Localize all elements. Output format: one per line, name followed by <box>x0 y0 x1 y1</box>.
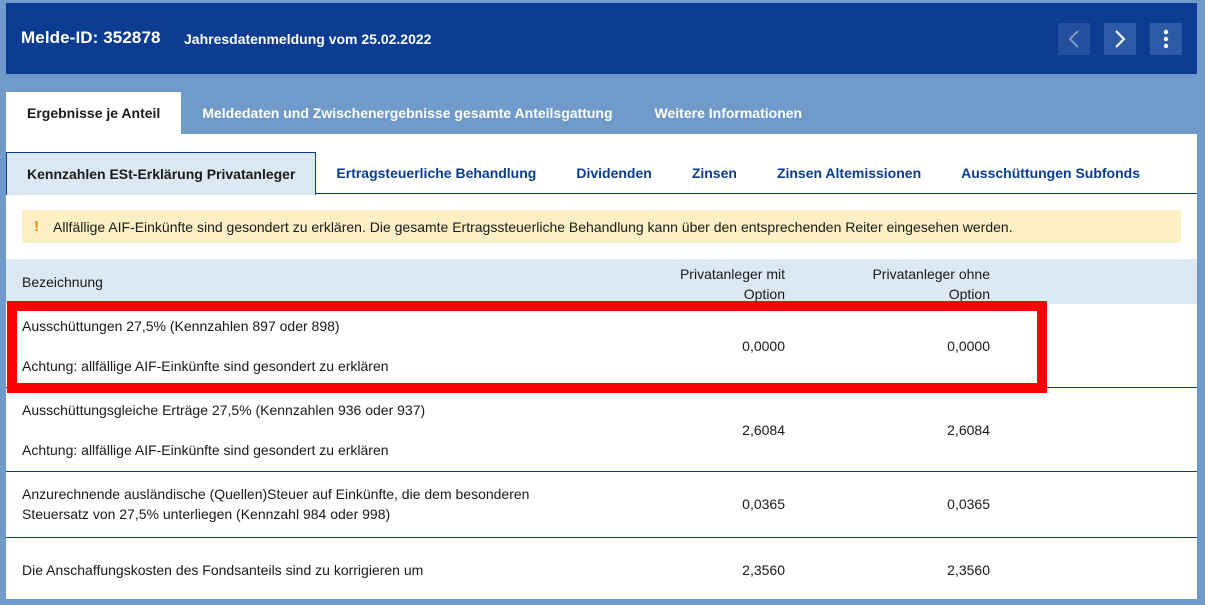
warning-icon: ! <box>34 218 39 235</box>
sub-tabs <box>6 152 1197 194</box>
col-header-ohne-option-line2: Option <box>948 286 990 302</box>
value-mit-option: 2,3560 <box>742 562 785 578</box>
report-subtitle: Jahresdatenmeldung vom 25.02.2022 <box>184 31 432 47</box>
subtab-dividenden[interactable]: Dividenden <box>576 165 652 181</box>
col-header-ohne-option-line1: Privatanleger ohne <box>872 266 990 282</box>
value-mit-option: 0,0000 <box>742 338 785 354</box>
row-label-line1: Anzurechnende ausländische (Quellen)Steuer auf Einkünfte, die dem besonderen <box>22 486 530 502</box>
value-ohne-option: 2,3560 <box>947 562 990 578</box>
table-row <box>6 388 1197 472</box>
row-label <box>22 560 622 580</box>
row-label <box>22 400 622 460</box>
value-ohne-option: 0,0000 <box>947 338 990 354</box>
table-row <box>6 538 1197 599</box>
col-header-mit-option <box>680 264 785 304</box>
table-row <box>6 472 1197 538</box>
value-mit-option: 2,6084 <box>742 422 785 438</box>
value-ohne-option: 2,6084 <box>947 422 990 438</box>
tab-meldedaten[interactable]: Meldedaten und Zwischenergebnisse gesamte Anteilsgattung <box>202 105 613 121</box>
alert-banner <box>22 210 1181 243</box>
menu-button[interactable] <box>1150 23 1182 55</box>
col-header-bezeichnung: Bezeichnung <box>22 274 103 290</box>
value-mit-option: 0,0365 <box>742 496 785 512</box>
row-label-line2: Achtung: allfällige AIF-Einkünfte sind gesondert zu erklären <box>22 358 389 374</box>
next-button[interactable] <box>1104 23 1136 55</box>
tab-ergebnisse-je-anteil[interactable]: Ergebnisse je Anteil <box>6 92 181 134</box>
highlight-box <box>7 301 1047 393</box>
row-label-line2: Achtung: allfällige AIF-Einkünfte sind gesondert zu erklären <box>22 442 389 458</box>
alert-text: Allfällige AIF-Einkünfte sind gesondert zu erklären. Die gesamte Ertragssteuerliche Behandlung kann über den entsprechenden Reiter eingesehen werden. <box>53 218 1013 235</box>
subtab-kennzahlen-est[interactable]: Kennzahlen ESt-Erklärung Privatanleger <box>6 152 316 195</box>
col-header-mit-option-line2: Option <box>743 286 785 302</box>
main-tabs <box>6 92 1197 134</box>
previous-button[interactable] <box>1058 23 1090 55</box>
row-label-line1: Die Anschaffungskosten des Fondsanteils sind zu korrigieren um <box>22 562 424 578</box>
value-ohne-option: 0,0365 <box>947 496 990 512</box>
row-label <box>22 484 622 524</box>
table-header <box>6 259 1197 304</box>
subtab-zinsen-altemissionen[interactable]: Zinsen Altemissionen <box>776 165 922 181</box>
row-label-line1: Ausschüttungen 27,5% (Kennzahlen 897 oder 898) <box>22 318 340 334</box>
tab-weitere-informationen[interactable]: Weitere Informationen <box>654 105 803 121</box>
subtab-zinsen[interactable]: Zinsen <box>691 165 737 181</box>
more-vertical-icon <box>1163 29 1169 49</box>
col-header-mit-option-line1: Privatanleger mit <box>679 266 785 282</box>
row-label-line1: Ausschüttungsgleiche Erträge 27,5% (Kennzahlen 936 oder 937) <box>22 402 426 418</box>
chevron-right-icon <box>1114 29 1126 49</box>
col-header-ohne-option <box>872 264 990 304</box>
subtab-ausschuettungen-subfonds[interactable]: Ausschüttungen Subfonds <box>961 165 1141 181</box>
row-label-line2: Steuersatz von 27,5% unterliegen (Kennzahl 984 oder 998) <box>22 506 391 522</box>
chevron-left-icon <box>1068 29 1080 49</box>
melde-id: Melde-ID: 352878 <box>21 28 161 47</box>
header-bar <box>6 3 1197 74</box>
subtab-ertragsteuerliche-behandlung[interactable]: Ertragsteuerliche Behandlung <box>336 165 537 181</box>
